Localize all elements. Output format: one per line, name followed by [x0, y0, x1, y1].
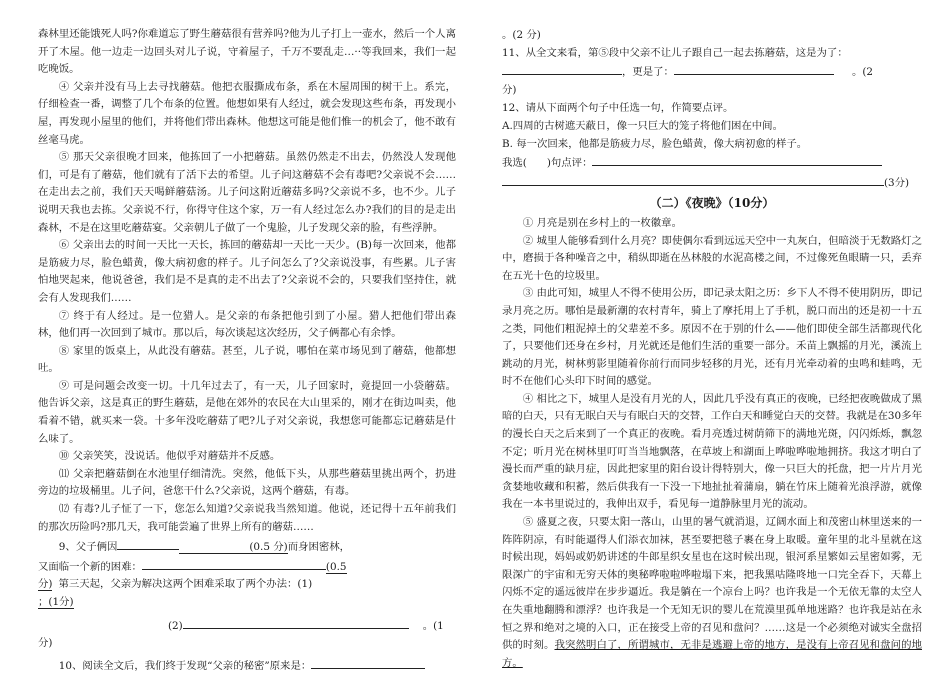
sentence-b: B. 每一次回来，他都是筋疲力尽，脸色蜡黄，像大病初愈的样子。 — [502, 137, 808, 150]
answer-blank-9-2[interactable] — [142, 557, 326, 570]
question-11: 11、从全文来看，第⑤段中父亲不让儿子跟自己一起去拣蘑菇，这是为了： — [502, 46, 848, 59]
answer-blank-9-4[interactable] — [183, 616, 409, 629]
underlined-sentence: 我突然明白了，所谓城市，无非是逃避上帝的地方，是没有上帝召见和盘问的地方。 — [502, 639, 922, 669]
paragraph-6: ⑥ 父亲出去的时间一天比一天长，拣回的蘑菇却一天比一天少。(B)每一次回来，他都是筋疲力尽，脸色蜡黄，像大病初愈的样子。儿子问怎么了?父亲说没事，有些累。儿子害怕地哭起来，他说爸爸，我们是不是真的走不出去了?父亲说不会的，只要我们坚持住，就会有人发现我们…… — [38, 239, 456, 304]
essay-paragraph-3: ③ 由此可知，城里人不得不使用公历，即记录太阳之历：乡下人不得不使用阴历，即记录月亮之历。哪怕是最新潮的农村青年，骑上了摩托用上了手机，脱口而出的还是初一十五之类，同他们粗泥掉土的父辈差不多。原因不在于别的什么——他们即使全部生活都现代化了，只要他们还身在乡村，月光就还是他们生活的重要一部分。禾苗上飘摇的月光，溪流上跳动的月光，树林剪影里随着你前行而同步轻移的月光，还有月光牵动着的虫鸣和蛙鸣，无时不在他们心头印下时间的感觉。 — [502, 287, 922, 388]
question-9-line-3: 分) 第三天起，父亲为解决这两个困难采取了两个办法：(1) — [38, 578, 313, 591]
essay-paragraph-4: ④ 相比之下，城里人是没有月光的人，因此几乎没有真正的夜晚，已经把夜晚做成了黑暗的白天，只有无眠白天与有眠白天的交替，工作白天和睡觉白天的交替。我就是在30多年的漫长白天之后来到了一个真正的夜晚。看月亮透过树荫筛下的满地光斑，闪闪烁烁，飘忽不定；听月光在树林里叮叮当当地飘落，在草坡上和湖面上哗啦哗啦地拥挤。我这才明白了漫长而严重的缺月症，因此把家里的阳台设计得特别大，像一只巨大的托盘，把一片片月光贪婪地收藏和积蓄，然后供我有一下没一下地扯扯着蒲扇，躺在竹床上随着光浪浮游，就像我在一本书里说过的，我伸出双手，看见每一道静脉里月光的流动。 — [502, 392, 922, 511]
question-12-answer-line-2: (3分) — [502, 173, 922, 193]
sentence-a: A.四周的古树遮天蔽日，像一只巨大的笼子将他们困在中间。 — [502, 119, 783, 132]
choice-blank[interactable] — [527, 154, 547, 166]
essay-paragraph-2: ② 城里人能够看到什么月亮？即使偶尔看到远远天空中一丸灰白，但暗淡于无数路灯之中，磨损于各种噪音之中，稍纵即逝在丛林般的水泥高楼之间，不过像死鱼眼睛一只，丢弃在五光十色的垃圾里。 — [502, 234, 922, 282]
paragraph-continued: 森林里还能饿死人吗?你难道忘了野生蘑菇很有营养吗?他为儿子打上一壶水，然后一个人离开了木屋。他一边走一边回头对儿子说，守着屋子，千万不要乱走…··等我回来，我们一起吃晚饭。 — [38, 28, 456, 76]
essay-paragraph-1: ① 月亮是别在乡村上的一枚徽章。 — [522, 216, 682, 229]
answer-blank-11-2[interactable] — [674, 62, 834, 75]
question-9-line-4: ；(1分) — [38, 596, 74, 608]
answer-blank-10[interactable] — [311, 656, 425, 669]
question-9-line-6: 分) — [38, 637, 53, 650]
paragraph-4: ④ 父亲并没有马上去寻找蘑菇。他把衣服撕成布条，系在木屋周围的树干上。系完，仔细检查一番，调整了几个布条的位置。他想如果有人经过，就会发现这些布条，再发现小屋，再发现小屋里的他们，并将他们带出森林。他想这可能是他们惟一的机会了，他不敢有丝毫马虎。 — [38, 80, 456, 146]
answer-blank-12-2[interactable] — [502, 173, 884, 186]
paragraph-9: ⑨ 可是问题会改变一切。十几年过去了，有一天，儿子回家时，竟提回一小袋蘑菇。他告诉父亲，这是真正的野生蘑菇，是他在郊外的农民在大山里采的，刚才在街边叫卖，他看着不错，就买来一袋。十多年没吃蘑菇了吧?儿子对父亲说，我想您可能都忘记蘑菇是什么味了。 — [38, 379, 456, 445]
question-9: 9、父子俩因 (0.5 分)而身困密林， — [38, 537, 456, 557]
paragraph-12: ⑿ 有毒?儿子怔了一下，您怎么知道?父亲说我当然知道。他说，还记得十五年前我们的那次历险吗?那几天，我可能尝遍了世界上所有的蘑菇…… — [38, 503, 456, 533]
paragraph-11: ⑾ 父亲把蘑菇倒在水池里仔细清洗。突然，他低下头，从那些蘑菇里挑出两个，扔进旁边的垃圾桶里。儿子问，爸您干什么?父亲说，这两个蘑菇，有毒。 — [38, 467, 456, 498]
question-12: 12、请从下面两个句子中任选一句，作简要点评。 — [502, 102, 734, 115]
left-column — [38, 26, 456, 675]
question-10-end: 。(2 分) — [502, 29, 541, 41]
right-column — [502, 26, 922, 672]
answer-blank-9-1[interactable] — [117, 537, 179, 550]
answer-blank-12-1[interactable] — [592, 153, 882, 166]
section-title: （二）《夜晚》（10分） — [649, 196, 775, 211]
paragraph-10: ⑩ 父亲笑笑，没说话。他似乎对蘑菇并不反感。 — [58, 450, 281, 463]
paragraph-7: ⑦ 终于有人经过。是一位猎人。是父亲的布条把他引到了小屋。猎人把他们带出森林，他们再一次回到了城市。那以后，每次谈起这次经历，父子俩都心有余悸。 — [38, 309, 456, 340]
question-11-line-3: 分) — [502, 83, 517, 96]
essay-paragraph-5: ⑤ 盛夏之夜，只要太阳一落山，山里的暑气就消退，辽阔水面上和茂密山林里送来的一阵阵阴凉，有时能逼得人们添衣加袜，甚至要把毯子裹在身上取暖。童年里的北斗星就在这时候出现，妈妈或奶奶讲述的牛郎星织女星也在这时候出现，银河系星繁如云星密如雾，无限深广的宇宙和无穷天体的奥秘哗啦啦哗啦塌下来，把我黑咕隆咚地一口完全吞下，天幕上闪烁不定的遥远彼岸在步步逼近。我是躺在一个凉台上吗？也许我是一个无依无靠的太空人在失重地翻腾和漂浮？也许我是一个无知无识的婴儿在荒漠里孤单地迷路？也许我是站在永恒之界和绝对之境的入口，正在接受上帝的召见和盘问？……这是一个必须绝对诚实全盘招供的时刻。我突然明白了，所谓城市，无非是逃避上帝的地方，是没有上帝召见和盘问的地方。 — [502, 516, 922, 669]
paragraph-8: ⑧ 家里的饭桌上，从此没有蘑菇。甚至，儿子说，哪怕在菜市场见到了蘑菇，他都想吐。 — [38, 344, 456, 375]
answer-blank-11-1[interactable] — [502, 62, 622, 75]
question-9-line-5: (2) 。(1 — [38, 616, 456, 636]
question-12-answer: 我选( )句点评： — [502, 153, 922, 173]
question-11-line-2: ，更是了： 。(2 — [502, 62, 922, 82]
question-9-line-2: 又面临一个新的困难： (0.5 — [38, 557, 456, 577]
paragraph-5: ⑤ 那天父亲很晚才回来，他拣回了一小把蘑菇。虽然仍然走不出去，仍然没人发现他们，可是有了蘑菇，他们就有了活下去的希望。儿子问这蘑菇不会有毒吧?父亲说不会……在走出去之前，我们天天喝鲜蘑菇汤。儿子问这附近蘑菇多吗?父亲说不多，也不少。儿子说明天我也去拣。父亲说不行，你得守住这个家，万一有人经过怎么办?我们的目的是走出森林，不是在这里吃蘑菇宴。父亲朝儿子做了一个鬼脸，儿子发现父亲的脸，有些浮肿。 — [38, 151, 456, 234]
question-10: 10、阅读全文后，我们终于发现“父亲的秘密”原来是： — [38, 656, 456, 675]
